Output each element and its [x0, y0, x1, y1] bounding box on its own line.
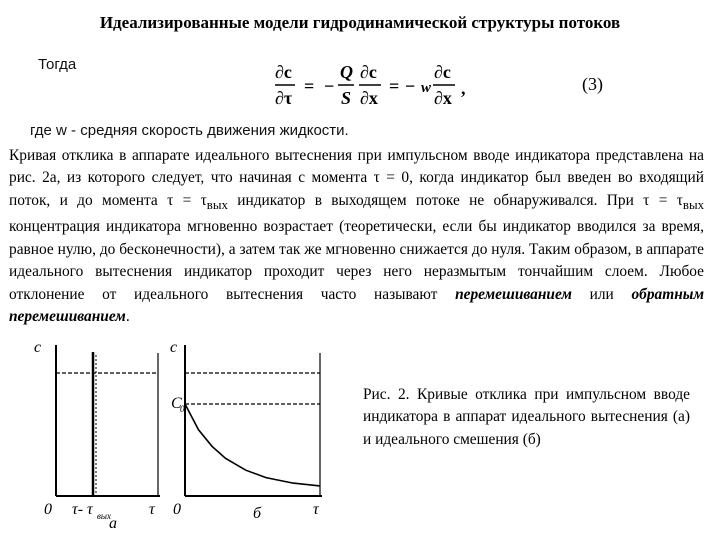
intro-text: Тогда [38, 56, 77, 73]
formula-den2: S [341, 88, 352, 108]
plot-a [34, 339, 160, 532]
plot-b-c0-label: C [171, 395, 182, 412]
formula-eq1: = [304, 76, 315, 96]
plot-a-y-label: c [34, 339, 42, 356]
plot-a-x-label: τ [149, 501, 155, 518]
para-part-1: Кривая отклика в аппарате идеального вытеснения при импульсном вводе индикатора представлена на рис. 2а, из которого следует, что начиная с момента τ = 0, когда индикатор был введен во входящий поток, и до момента τ = τ [9, 147, 704, 209]
formula-den4: ∂x [434, 88, 452, 108]
formula-num2: Q [340, 62, 353, 82]
para-part-5: . [125, 307, 130, 325]
plot-b-y-label: c [170, 339, 178, 356]
plot-b-x-label: τ [313, 501, 319, 518]
equation-number: (3) [582, 74, 603, 94]
plot-a-pulse-label-sub: вых [97, 511, 111, 521]
plot-b-decay-curve [185, 404, 320, 486]
para-part-4: или [571, 285, 632, 303]
para-sub-2: вых [682, 197, 704, 212]
plot-b-origin: 0 [173, 501, 181, 518]
formula-comma: , [461, 78, 466, 98]
para-sub-1: вых [206, 197, 228, 212]
formula-minus2: − [405, 76, 416, 96]
plot-a-origin: 0 [44, 501, 52, 518]
plot-b [170, 339, 322, 522]
plot-b-c0-sub: 0 [180, 404, 185, 414]
formula-num1: ∂c [275, 62, 292, 82]
plot-b-panel-label: б [253, 505, 262, 522]
para-part-2: индикатор в выходящем потоке не обнаруживался. При τ = τ [227, 191, 683, 209]
para-emphasis-1: перемешиванием [455, 285, 572, 303]
formula-minus1: − [324, 76, 335, 96]
formula-w: w [421, 80, 432, 96]
para-emphasis-2: обратным перемешиванием [9, 285, 704, 325]
formula-num3: ∂c [360, 62, 377, 82]
formula-den3: ∂x [360, 88, 378, 108]
formula-eq2: = [389, 76, 400, 96]
para-part-3: концентрация индикатора мгновенно возрастает (теоретически, если бы индикатор вводился за время, равное нулю, до бесконечности), а затем так же мгновенно снижается до нуля. Таким образом, в аппарате идеального вытеснения индикатор проходит через него неразмытым тончайшим слоем. Любое отклонение от идеального вытеснения часто называют [9, 218, 704, 303]
formula-num4: ∂c [434, 62, 451, 82]
figure-caption: Рис. 2. Кривые отклика при импульсном вводе индикатора в аппарат идеального вытеснения (а) и идеального смешения (б) [363, 386, 690, 448]
where-text: где w - средняя скорость движения жидкости. [30, 122, 349, 139]
page-title: Идеализированные модели гидродинамической структуры потоков [99, 13, 621, 32]
formula-den1: ∂τ [275, 88, 293, 108]
plot-a-panel-label: а [109, 515, 117, 532]
plot-a-pulse-label: τ- τ [72, 501, 93, 518]
